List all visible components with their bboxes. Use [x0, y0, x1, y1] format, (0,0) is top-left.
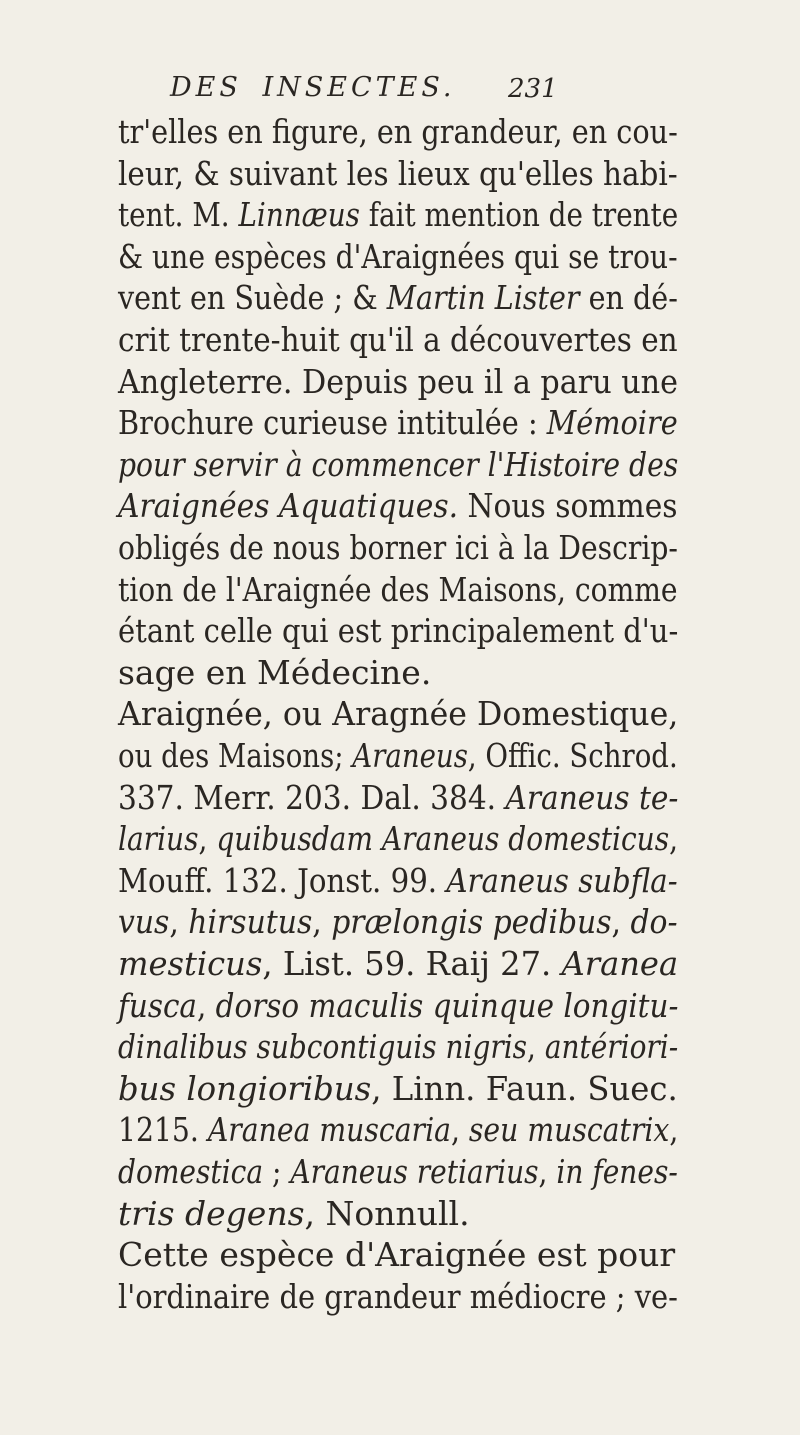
text-run: , — [450, 1110, 469, 1150]
italic-text: quibusdam Araneus domesticus — [216, 819, 670, 859]
text-run: , — [538, 1152, 557, 1191]
text-run: fait mention de trente — [359, 195, 679, 235]
text-line — [118, 1235, 675, 1275]
italic-text: Linnæus — [238, 195, 360, 235]
italic-text: seu muscatrix — [468, 1110, 670, 1150]
text-run: 1215. — [118, 1110, 208, 1150]
italic-text: Araneus — [352, 736, 468, 775]
text-line — [118, 986, 678, 1026]
italic-text: Mémoire — [546, 403, 678, 443]
text-line — [118, 362, 678, 402]
text-line — [118, 1277, 678, 1317]
text-line — [118, 778, 678, 818]
text-line — [118, 1069, 678, 1109]
text-run: , — [169, 902, 189, 942]
text-run: Cette espèce d'Araignée est pour — [118, 1235, 676, 1275]
italic-text: bus longioribus — [118, 1068, 372, 1108]
text-line — [118, 902, 678, 942]
text-run: , — [611, 902, 631, 942]
italic-text: dinalibus subcontiguis nigris — [118, 1027, 528, 1067]
italic-text: tris degens — [118, 1193, 305, 1233]
text-run: , — [669, 1110, 679, 1150]
text-run: l'ordinaire de grandeur médiocre ; ve- — [118, 1276, 678, 1316]
text-line — [118, 1152, 678, 1192]
italic-text: antériori- — [544, 1027, 679, 1067]
text-run: étant celle qui est principalement d'u- — [118, 611, 679, 651]
italic-text: dorso maculis quinque longitu- — [215, 985, 679, 1025]
italic-text: mesticus — [118, 944, 263, 983]
header-title-part-2: INSECTES. — [262, 72, 456, 103]
text-run: tr'elles en figure, en grandeur, en cou- — [118, 112, 678, 151]
running-header — [170, 72, 550, 103]
text-run: ; — [263, 1152, 291, 1191]
text-run: tent. M. — [118, 195, 239, 235]
page-number: 231 — [508, 74, 558, 104]
italic-text: in fenes- — [556, 1152, 678, 1191]
italic-text: Araignées Aquatiques. — [118, 486, 459, 526]
header-title-part-1: DES — [170, 72, 242, 103]
text-run: ou des Maisons; — [118, 736, 353, 775]
text-run: , List. 59. Raij 27. — [262, 944, 562, 983]
text-run: Mouff. 132. Jonst. 99. — [118, 860, 447, 900]
text-line — [118, 278, 678, 318]
italic-text: Araneus te- — [505, 777, 679, 817]
text-run: leur, & suivant les lieux qu'elles habi- — [118, 153, 678, 193]
italic-text: Araneus retiarius — [290, 1152, 539, 1191]
text-run: , Offic. Schrod. — [467, 736, 678, 775]
italic-text: domestica — [118, 1152, 264, 1191]
italic-text: Araneus subfla- — [446, 860, 678, 900]
text-run: Angleterre. Depuis peu il a paru une — [118, 361, 678, 401]
text-line — [118, 154, 678, 194]
text-line — [118, 944, 678, 984]
italic-text: fusca — [118, 985, 197, 1025]
italic-text: pour servir à commencer l'Histoire des — [118, 444, 679, 484]
text-run: obligés de nous borner ici à la Descrip- — [118, 528, 678, 567]
italic-text: do- — [630, 902, 678, 942]
italic-text: hirsutus — [188, 902, 313, 942]
italic-text: larius — [118, 819, 199, 859]
text-line — [118, 112, 678, 152]
text-run: , — [312, 902, 332, 942]
text-run: tion de l'Araignée des Maisons, comme — [118, 569, 678, 609]
text-line — [118, 653, 431, 693]
text-line — [118, 1110, 678, 1150]
italic-text: prælongis pedibus — [331, 902, 612, 942]
text-line — [118, 320, 678, 360]
text-line — [118, 819, 678, 859]
italic-text: Martin Lister — [386, 278, 580, 318]
text-line — [118, 861, 678, 901]
text-run: Araignée, ou Aragnée Domestique, — [118, 694, 679, 734]
italic-text: Aranea muscaria — [207, 1110, 451, 1150]
text-line — [118, 1027, 678, 1067]
text-run: , Nonnull. — [304, 1193, 470, 1233]
text-line — [118, 195, 678, 235]
text-line — [118, 403, 678, 443]
italic-text: vus — [118, 902, 170, 942]
text-run: 337. Merr. 203. Dal. 384. — [118, 777, 506, 817]
text-run: Nous sommes — [458, 486, 678, 526]
text-run: , — [196, 985, 216, 1025]
text-line — [118, 736, 678, 776]
text-line — [118, 486, 678, 526]
text-run: , — [527, 1027, 545, 1067]
text-line — [118, 694, 678, 734]
text-run: , Linn. Faun. Suec. — [371, 1068, 678, 1108]
text-run: , — [198, 819, 217, 859]
text-line — [118, 528, 678, 568]
text-line — [118, 570, 678, 610]
text-run: Brochure curieuse intitulée : — [118, 403, 547, 443]
text-line — [118, 237, 678, 277]
text-run: crit trente-huit qu'il a découvertes en — [118, 320, 678, 359]
text-run: vent en Suède ; & — [118, 278, 387, 318]
text-run: en dé- — [579, 278, 678, 318]
text-run: , — [669, 819, 679, 859]
text-run: sage en Médecine. — [118, 652, 432, 692]
text-line — [118, 445, 678, 485]
text-run: & une espèces d'Araignées qui se trou- — [118, 236, 678, 276]
text-line — [118, 611, 678, 651]
italic-text: Aranea — [561, 944, 679, 983]
text-line — [118, 1194, 470, 1234]
